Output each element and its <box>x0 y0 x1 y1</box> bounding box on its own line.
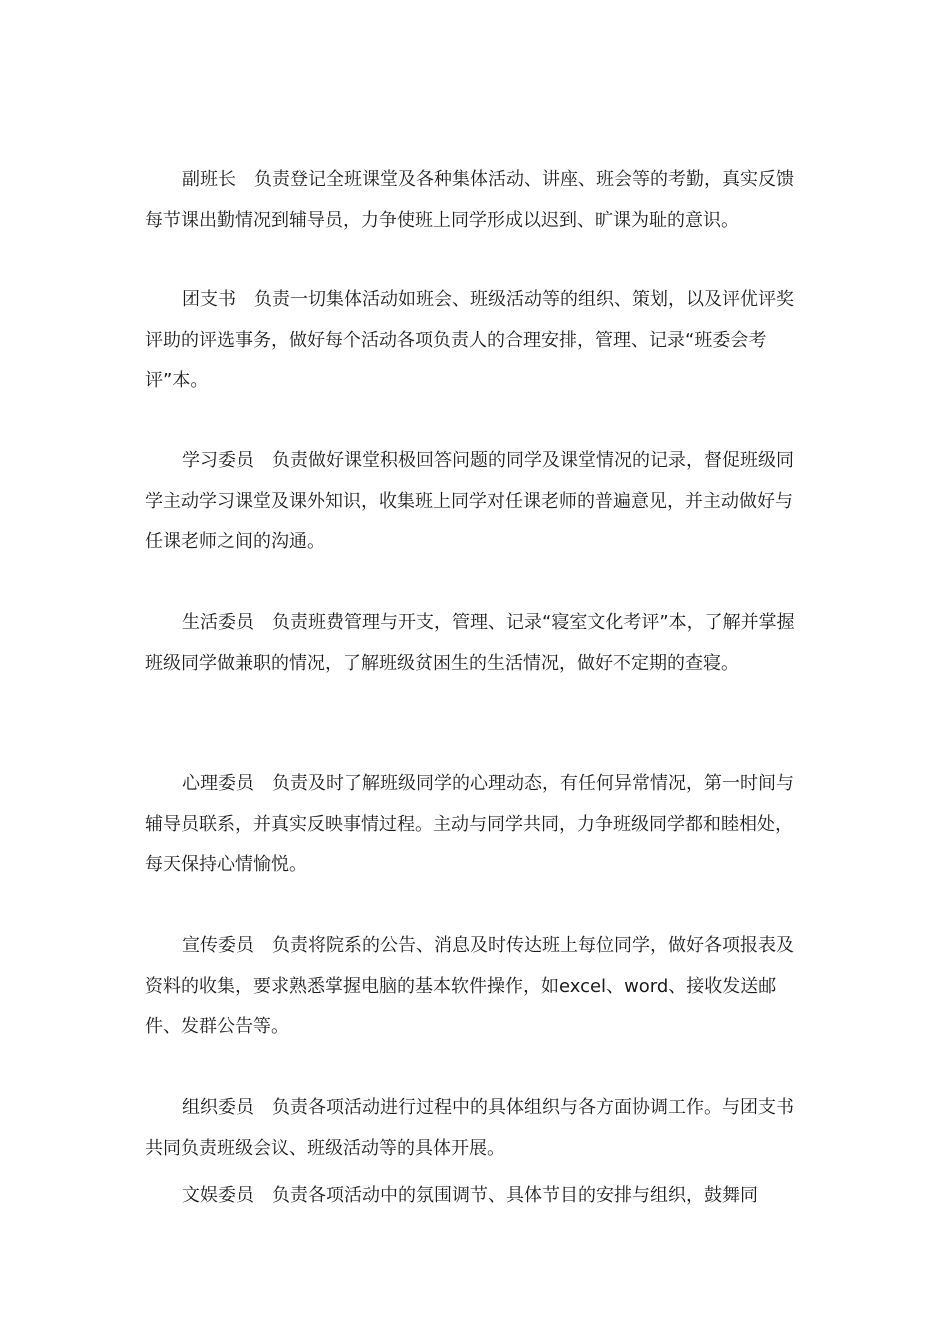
role-title: 组织委员 <box>182 1097 254 1118</box>
role-title: 文娱委员 <box>182 1185 254 1206</box>
role-title: 心理委员 <box>182 773 254 794</box>
role-title: 副班长 <box>182 169 236 190</box>
role-description: 负责做好课堂积极回答问题的同学及课堂情况的记录，督促班级同学主动学习课堂及课外知识，收集班上同学对任课老师的普遍意见，并主动做好与任课老师之间的沟通。 <box>145 450 794 552</box>
role-description: 负责及时了解班级同学的心理动态，有任何异常情况，第一时间与辅导员联系，并真实反映事情过程。主动与同学共同，力争班级同学都和睦相处，每天保持心情愉悦。 <box>145 773 794 875</box>
duty-paragraph-vice-monitor <box>145 160 805 241</box>
duty-paragraph-psychology-committee <box>145 764 805 886</box>
role-description: 负责各项活动进行过程中的具体组织与各方面协调工作。与团支书共同负责班级会议、班级活动等的具体开展。 <box>145 1097 794 1159</box>
role-title: 团支书 <box>182 289 236 310</box>
role-title: 宣传委员 <box>182 935 254 956</box>
role-title: 学习委员 <box>182 450 254 471</box>
duty-paragraph-league-secretary <box>145 280 805 402</box>
duty-paragraph-organization-committee <box>145 1088 805 1169</box>
duty-paragraph-publicity-committee <box>145 926 805 1048</box>
role-description: 负责将院系的公告、消息及时传达班上每位同学，做好各项报表及资料的收集，要求熟悉掌握电脑的基本软件操作，如excel、word、接收发送邮件、发群公告等。 <box>145 935 794 1037</box>
role-description: 负责一切集体活动如班会、班级活动等的组织、策划，以及评优评奖评助的评选事务，做好每个活动各项负责人的合理安排，管理、记录“班委会考评”本。 <box>145 289 794 391</box>
role-description: 负责各项活动中的氛围调节、具体节目的安排与组织，鼓舞同 <box>272 1185 758 1206</box>
duty-paragraph-life-committee <box>145 603 805 684</box>
role-description: 负责班费管理与开支，管理、记录“寝室文化考评”本，了解并掌握班级同学做兼职的情况，了解班级贫困生的生活情况，做好不定期的查寝。 <box>145 612 795 674</box>
duty-paragraph-study-committee <box>145 441 805 563</box>
role-title: 生活委员 <box>182 612 254 633</box>
duty-paragraph-entertainment-committee <box>145 1176 805 1217</box>
role-description: 负责登记全班课堂及各种集体活动、讲座、班会等的考勤，真实反馈每节课出勤情况到辅导员，力争使班上同学形成以迟到、旷课为耻的意识。 <box>145 169 794 231</box>
